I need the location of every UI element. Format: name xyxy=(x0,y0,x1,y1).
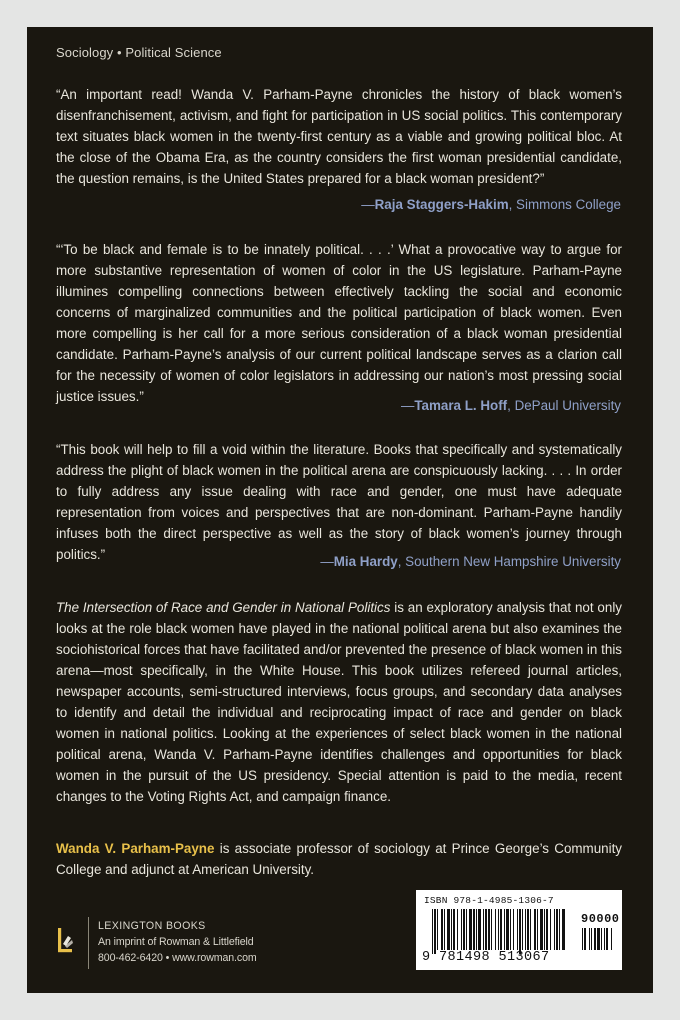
barcode-bar xyxy=(451,909,452,950)
barcode-bar xyxy=(517,909,518,950)
price-barcode-bar xyxy=(604,928,605,950)
barcode-bar xyxy=(444,909,445,950)
publisher-contact: 800-462-6420 • www.rowman.com xyxy=(98,952,257,964)
price-barcode-bar xyxy=(606,928,608,950)
barcode-bar xyxy=(488,909,490,950)
attribution-dash: — xyxy=(361,197,375,212)
barcode-bar xyxy=(527,909,529,950)
review-quote-2: “‘To be black and female is to be innately political. . . .’ What a provocative way to argue for more substantive representation of women of color in the US legislature. Parham-Payne illumines compelling connections between effectively tackling the social and economic concerns of marginalized communities and the political participation of black women. Even more compelling is her call for a more serious consideration of a black woman presidential candidate. Parham-Payne’s analysis of our current political landscape serves as a clarion call for the necessity of women of color legislators in addressing our nation’s most pressing social justice issues.” xyxy=(56,242,622,404)
barcode-bar xyxy=(432,909,433,954)
isbn-label: ISBN 978-1-4985-1306-7 xyxy=(424,895,554,906)
review-quote-3: “This book will help to fill a void within the literature. Books that specifically and systematically address the plight of black women in the political arena are conspicuously lacking. . . . In order to fully address any issue dealing with race and gender, one must have adequate representation from voices and perspectives that are non-dominant. Parham-Payne handily infuses both the direct perspective as well as the story of black women’s journey through politics.” xyxy=(56,442,622,562)
barcode-bar xyxy=(550,909,551,950)
attribution-dash: — xyxy=(320,554,334,569)
barcode-bar xyxy=(513,909,514,950)
barcode-bar xyxy=(461,909,462,950)
barcode-bar xyxy=(554,909,555,950)
barcode-bar xyxy=(495,909,496,950)
publisher-imprint: An imprint of Rowman & Littlefield xyxy=(98,936,254,948)
reviewer-institution: , DePaul University xyxy=(507,398,621,413)
barcode-bar xyxy=(562,909,565,950)
price-barcode-bar xyxy=(601,928,602,950)
barcode-bar xyxy=(478,909,481,950)
price-barcode-bar xyxy=(582,928,583,950)
price-barcode-bar xyxy=(597,928,600,950)
barcode-bar xyxy=(559,909,560,950)
reviewer-institution: , Simmons College xyxy=(508,197,621,212)
barcode-bar xyxy=(498,909,499,950)
barcode-bar xyxy=(453,909,455,950)
barcode-bar xyxy=(510,909,511,950)
barcode-bar xyxy=(519,909,521,954)
author-name: Wanda V. Parham-Payne xyxy=(56,841,215,856)
barcode-bar xyxy=(485,909,487,950)
barcode-bar xyxy=(441,909,443,950)
review-quote-1: “An important read! Wanda V. Parham-Payne chronicles the history of black women’s disenfranchisement, activism, and fight for participation in US social politics. This contemporary text situates black women in the twenty-first century as a viable and growing political bloc. At the close of the Obama Era, as the country considers the first woman presidential candidate, the question remains, is the United States prepared for a black woman president?” xyxy=(56,87,622,186)
review-attribution-2 xyxy=(401,396,621,416)
review-attribution-3 xyxy=(320,552,621,572)
barcode-bar xyxy=(525,909,526,950)
barcode-digits: 9 781498 513067 xyxy=(422,950,550,965)
category-label: Sociology • Political Science xyxy=(56,45,222,60)
review-attribution-1 xyxy=(361,195,621,215)
barcode-bar xyxy=(491,909,492,950)
barcode-bar xyxy=(506,909,509,950)
book-description xyxy=(56,597,622,807)
reviewer-institution: , Southern New Hampshire University xyxy=(397,554,621,569)
publisher-divider xyxy=(88,917,89,969)
attribution-dash: — xyxy=(400,398,415,413)
barcode-bar xyxy=(469,909,472,950)
price-barcode-bar xyxy=(591,928,592,950)
price-barcode-bar xyxy=(611,928,612,950)
barcode-bar xyxy=(544,909,545,950)
barcode-bar xyxy=(534,909,536,950)
lexington-logo-icon xyxy=(56,928,76,954)
barcode-bar xyxy=(556,909,558,950)
barcode-bar xyxy=(483,909,484,950)
barcode-bar xyxy=(537,909,538,950)
barcode-bar xyxy=(457,909,458,950)
barcode-bar xyxy=(447,909,450,950)
price-barcode-bar xyxy=(589,928,590,950)
publisher-info xyxy=(98,918,257,966)
barcode-bar xyxy=(546,909,548,950)
barcode-bar xyxy=(504,909,505,950)
barcode-bar xyxy=(434,909,436,954)
barcode-bar xyxy=(500,909,502,950)
book-title: The Intersection of Race and Gender in National Politics xyxy=(56,600,391,615)
barcode-bar xyxy=(530,909,531,950)
reviewer-name: Tamara L. Hoff xyxy=(414,398,508,413)
reviewer-name: Mia Hardy xyxy=(333,554,398,569)
barcode-bar xyxy=(437,909,438,950)
price-barcode-bar xyxy=(594,928,596,950)
reviewer-name: Raja Staggers-Hakim xyxy=(374,197,509,212)
price-code: 90000 xyxy=(581,912,620,926)
publisher-name: LEXINGTON BOOKS xyxy=(98,920,206,932)
barcode-bar xyxy=(473,909,475,950)
price-barcode-bar xyxy=(584,928,586,950)
barcode-bar xyxy=(463,909,465,950)
author-bio xyxy=(56,838,622,880)
barcode-bar xyxy=(476,909,477,950)
isbn-barcode xyxy=(416,890,622,970)
book-description-text: is an exploratory analysis that not only looks at the role black women have played in the national political arena but also examines the sociohistorical forces that have facilitated and/or prevented the presence of black women in this arena—most specifically, in the White House. This book utilizes refereed journal articles, newspaper accounts, semi-structured interviews, focus groups, and secondary data analyses to identify and detail the individual and reciprocating impact of race and gender on black women in national politics. Looking at the experiences of select black women in the national political arena, Wanda V. Parham-Payne identifies challenges and opportunities for black women in the pursuit of the US presidency. Special attention is paid to the media, recent changes to the Voting Rights Act, and campaign finance. xyxy=(56,600,622,804)
author-bio-text: is associate professor of sociology at Prince George’s Community College and adjunct at American University. xyxy=(56,841,622,877)
barcode-bar xyxy=(540,909,543,950)
barcode-bar xyxy=(522,909,523,950)
barcode-bar xyxy=(466,909,467,950)
back-cover xyxy=(27,27,653,993)
